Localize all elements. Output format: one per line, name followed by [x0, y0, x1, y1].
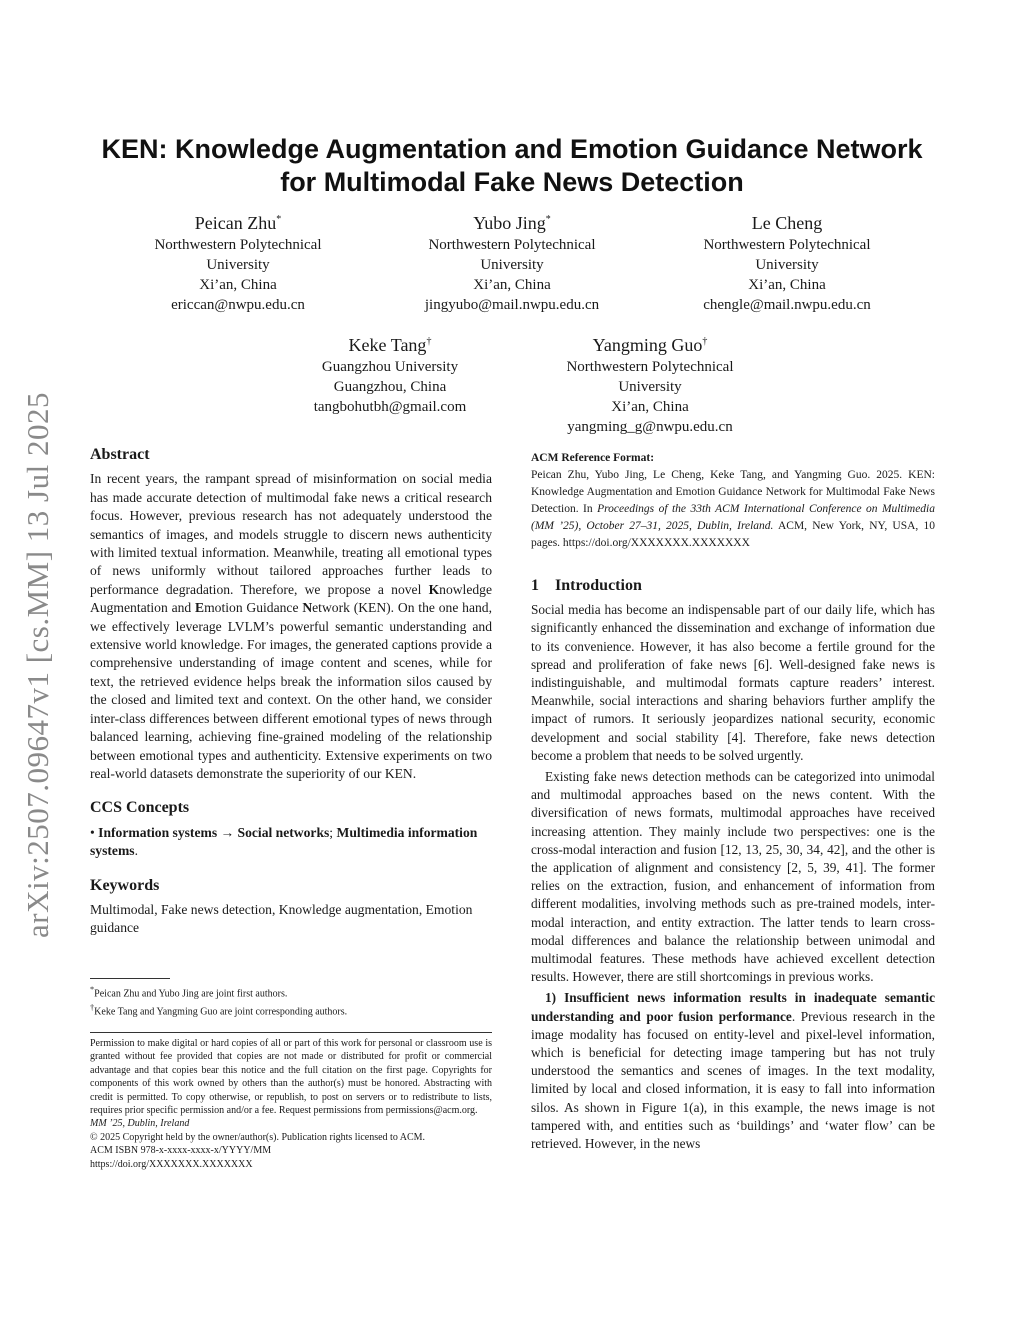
author-affiliation-2: University	[480, 257, 544, 273]
author-email: chengle@mail.nwpu.edu.cn	[703, 297, 871, 313]
abstract-heading: Abstract	[90, 446, 150, 463]
keywords-text: Multimodal, Fake news detection, Knowledge augmentation, Emotion guidance	[90, 901, 473, 936]
title-line-1: KEN: Knowledge Augmentation and Emotion Guidance Network	[101, 134, 923, 164]
author-email: ericcan@nwpu.edu.cn	[171, 297, 305, 313]
footnote-rule	[90, 978, 170, 979]
author-block-3	[667, 208, 907, 315]
author-location: Xi’an, China	[199, 277, 277, 293]
footnote-2: †Keke Tang and Yangming Guo are joint corresponding authors.	[90, 1002, 348, 1018]
author-mark: *	[276, 214, 282, 225]
abstract-text: In recent years, the rampant spread of misinformation on social media has made accurate detection of multimodal fake news a critical research focus. However, previous research has not adequately understood the semantics of images, and models struggle to discern news authenticity with limited textual information. Meanwhile, treating all emotional types of news uniformly without tailored approaches further leads to performance degradation. Therefore, we propose a novel Knowledge Augmentation and Emotion Guidance Network (KEN). On the one hand, we effectively leverage LVLM’s powerful semantic understanding and extensive world knowledge. For images, the generated captions provide a comprehensive understanding of image content and scenes, while for text, the retrieved evidence helps break the information silos caused by the closed and limited text and context. On the other hand, we consider inter-class differences between different emotional types of news through balanced learning, achieving fine-grained modeling of the relationship between emotional types and authenticity. Extensive experiments on two real-world datasets demonstrate the superiority of our KEN.	[90, 471, 492, 781]
author-name: Keke Tang	[348, 335, 427, 355]
permission-copyright: © 2025 Copyright held by the owner/author(s). Publication rights licensed to ACM.	[90, 1131, 426, 1143]
author-affiliation-2: University	[755, 257, 819, 273]
author-location: Xi’an, China	[473, 277, 551, 293]
permission-venue: MM ’25, Dublin, Ireland	[90, 1118, 190, 1130]
author-mark: †	[702, 336, 708, 347]
title-line-2: for Multimodal Fake News Detection	[280, 167, 744, 197]
author-block-1	[118, 208, 358, 315]
permission-text: Permission to make digital or hard copies of all or part of this work for personal or classroom use is granted without fee provided that copies are not made or distributed for profit or commercial advantage and that copies bear this notice and the full citation on the first page. Copyrights for components of this work owned by others than the author(s) must be honored. Abstracting with credit is permitted. To copy otherwise, or republish, to post on servers or to redistribute to lists, requires prior specific permission and/or a fee. Request permissions from permissions@acm.org.	[90, 1038, 492, 1117]
author-mark: †	[426, 336, 432, 347]
author-mark: *	[545, 214, 551, 225]
author-location: Xi’an, China	[611, 399, 689, 415]
intro-paragraph-1: Social media has become an indispensable part of our daily life, which has significantly enhanced the dissemination and exchange of information due to its convenience. However, it has also become a fertile ground for the spread and proliferation of fake news [6]. Well-designed fake news is indistinguishable, and multimodal formats capture readers’ interest. Meanwhile, social interactions and sharing behaviors further amplify the impact of rumors. It seriously jeopardizes national security, economic development and social stability [4]. Therefore, fake news detection become a problem that needs to be solved urgently.	[531, 602, 935, 763]
arxiv-stamp-text: arXiv:2507.09647v1 [cs.MM] 13 Jul 2025	[20, 392, 55, 938]
intro-paragraph-2: Existing fake news detection methods can be categorized into unimodal and multimodal approaches based on the news content. With the diversification of news formats, multimodal approaches have received increasing attention. They mainly include two perspectives: one is the cross-modal interaction and fusion [12, 13, 25, 30, 34, 42], and the other is the application of alignment and consistency [2, 5, 39, 41]. The former relies on the extraction, fusion, and enhancement of information from different modalities, involving methods such as pre-trained models, inter-modal interaction, and entity extraction. The latter tends to learn cross-modal differences and balance the relationship between unimodal and multimodal features. These methods have achieved excellent detection results. However, there are still shortcomings in previous works.	[531, 769, 935, 985]
intro-paragraph-3: 1) Insufficient news information results in inadequate semantic understanding and poor fusion performance. Previous research in the image modality has focused on entity-level and pixel-level information, which is beneficial for detecting image tampering but has not truly understood the semantics and scenes of images. In the text modality, limited by local and closed information, it is easy to fall into information silos. As shown in Figure 1(a), in this example, the news image is not tampered with, and entities such as ‘buildings’ and ‘water flow’ can be retrieved. However, in the news	[531, 990, 935, 1152]
author-affiliation: Northwestern Polytechnical	[566, 359, 734, 375]
author-affiliation-2: University	[618, 379, 682, 395]
author-affiliation: Northwestern Polytechnical	[428, 237, 596, 253]
left-column	[90, 446, 492, 938]
author-location: Xi’an, China	[748, 277, 826, 293]
ccs-text: • Information systems → Social networks; Multimedia information systems.	[90, 824, 478, 859]
author-block-4	[270, 330, 510, 417]
author-name: Le Cheng	[751, 213, 823, 233]
keywords-heading: Keywords	[90, 876, 160, 894]
author-email: tangbohutbh@gmail.com	[313, 399, 467, 415]
author-affiliation-2: University	[206, 257, 270, 273]
author-affiliation: Northwestern Polytechnical	[703, 237, 871, 253]
intro-column	[531, 577, 935, 1153]
author-name: Yangming Guo	[592, 335, 703, 355]
author-email: jingyubo@mail.nwpu.edu.cn	[424, 297, 600, 313]
footnote-1: *Peican Zhu and Yubo Jing are joint first authors.	[90, 985, 288, 1000]
author-name: Yubo Jing	[473, 213, 546, 233]
author-affiliation: Guangzhou University	[321, 359, 459, 375]
arxiv-stamp	[8, 370, 68, 960]
acm-ref-text: Peican Zhu, Yubo Jing, Le Cheng, Keke Tang, and Yangming Guo. 2025. KEN: Knowledge Augmentation and Emotion Guidance Network for Multimodal Fake News Detection. In Proceedings of the 33th ACM International Conference on Multimedia (MM ’25), October 27–31, 2025, Dublin, Ireland. ACM, New York, NY, USA, 10 pages. https://doi.org/XXXXXXX.XXXXXXX	[531, 469, 935, 549]
permission-isbn: ACM ISBN 978-x-xxxx-xxxx-x/YYYY/MM	[90, 1145, 272, 1157]
footnotes	[90, 983, 492, 1018]
author-name: Peican Zhu	[194, 213, 277, 233]
author-affiliation: Northwestern Polytechnical	[154, 237, 322, 253]
intro-heading: 1 Introduction	[531, 577, 642, 594]
permission-doi: https://doi.org/XXXXXXX.XXXXXXX	[90, 1158, 253, 1170]
ccs-heading: CCS Concepts	[90, 799, 190, 817]
permission-rule	[90, 1032, 492, 1033]
author-block-2	[392, 208, 632, 315]
acm-ref-heading: ACM Reference Format:	[531, 452, 655, 464]
author-block-5	[530, 330, 770, 437]
author-location: Guangzhou, China	[333, 379, 447, 395]
permission-block	[90, 1037, 492, 1171]
paper-title	[60, 133, 964, 199]
author-email: yangming_g@nwpu.edu.cn	[567, 419, 733, 435]
acm-reference	[531, 450, 935, 552]
